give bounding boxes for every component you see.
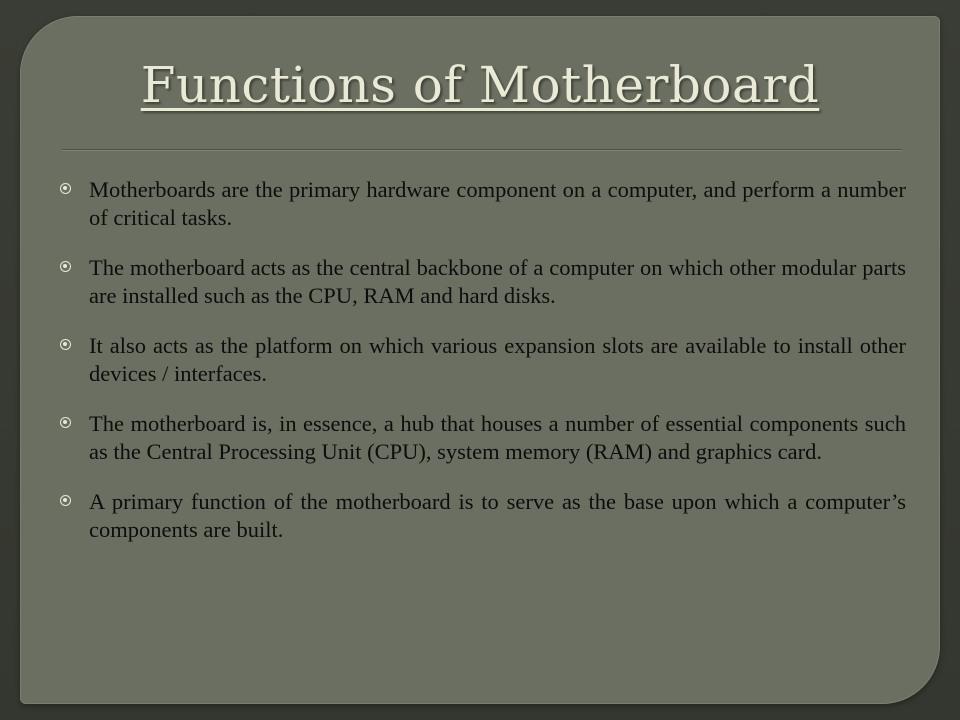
bullet-text: The motherboard is, in essence, a hub that houses a number of essential components such as the Central Processing Unit (CPU), system memory (RAM) and graphics card. [89,411,906,464]
bullet-item [60,488,906,544]
bullet-text: The motherboard acts as the central backbone of a computer on which other modular parts are installed such as the CPU, RAM and hard disks. [89,255,906,308]
bullet-list [60,176,906,566]
bullet-item [60,176,906,232]
title-divider [62,149,902,150]
bullet-text: A primary function of the motherboard is to serve as the base upon which a computer’s components are built. [89,489,906,542]
circled-dot-icon [60,183,71,194]
bullet-text: Motherboards are the primary hardware component on a computer, and perform a number of critical tasks. [89,177,906,230]
slide-title: Functions of Motherboard [140,56,820,114]
bullet-item [60,410,906,466]
bullet-item [60,254,906,310]
circled-dot-icon [60,261,71,272]
circled-dot-icon [60,495,71,506]
circled-dot-icon [60,417,71,428]
circled-dot-icon [60,339,71,350]
bullet-item [60,332,906,388]
bullet-text: It also acts as the platform on which various expansion slots are available to install other devices / interfaces. [89,333,906,386]
